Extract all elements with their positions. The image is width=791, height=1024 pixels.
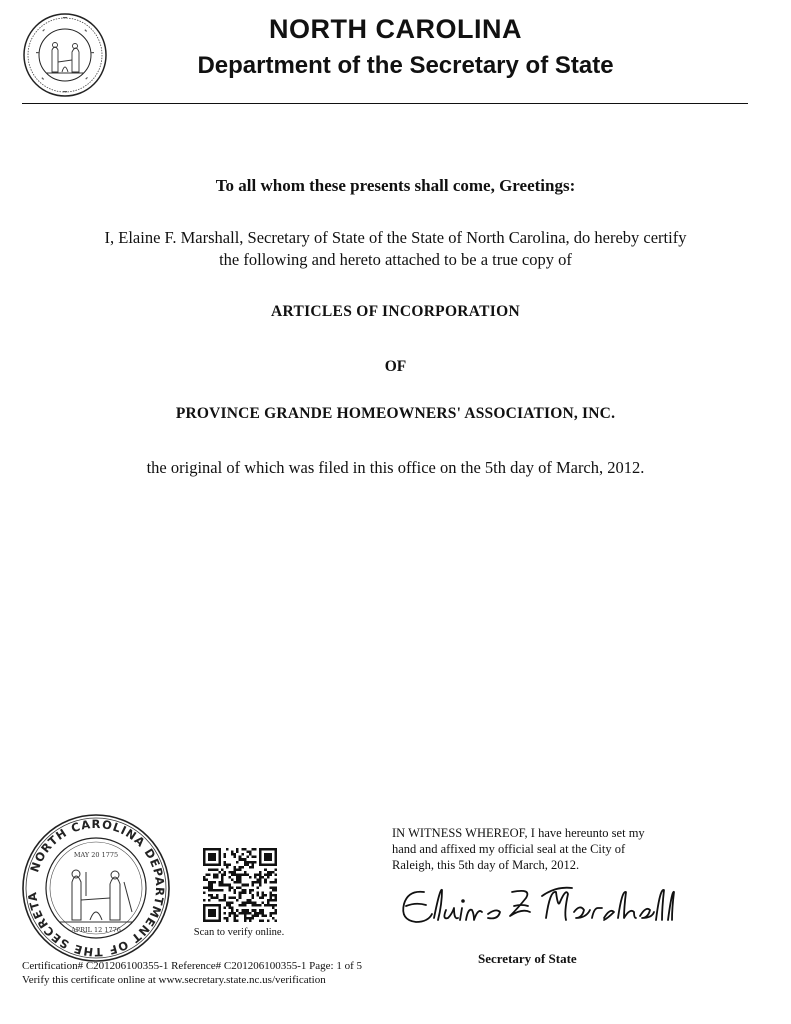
qr-code-icon bbox=[203, 848, 277, 922]
seal-ring-text: NORTH CAROLINA DEPARTMENT OF THE SECRETA bbox=[24, 816, 168, 960]
witness-line-2: hand and affixed my official seal at the City of bbox=[392, 842, 626, 856]
witness-line-1: IN WITNESS WHEREOF, I have hereunto set my bbox=[392, 826, 645, 840]
seal-date-top: MAY 20 1775 bbox=[73, 851, 119, 859]
secretary-title: Secretary of State bbox=[478, 951, 577, 966]
witness-line-3: Raleigh, this 5th day of March, 2012. bbox=[392, 858, 580, 872]
official-seal bbox=[20, 812, 172, 964]
document-of: OF bbox=[384, 358, 407, 375]
qr-code[interactable] bbox=[203, 848, 277, 922]
document-type: ARTICLES OF INCORPORATION bbox=[271, 303, 520, 320]
greeting-line: To all whom these presents shall come, Greetings: bbox=[215, 176, 576, 195]
signature bbox=[396, 878, 676, 932]
filed-statement: the original of which was filed in this office on the 5th day of March, 2012. bbox=[146, 458, 645, 477]
footer-certification: Certification# C201206100355-1 Reference# C201206100355-1 Page: 1 of 5 bbox=[22, 960, 363, 972]
footer-verify-link[interactable]: Verify this certificate online at www.secretary.state.nc.us/verification bbox=[22, 974, 326, 986]
qr-caption: Scan to verify online. bbox=[193, 927, 285, 938]
entity-name: PROVINCE GRANDE HOMEOWNERS' ASSOCIATION, INC. bbox=[175, 405, 616, 422]
witness-statement bbox=[392, 825, 692, 873]
header-title: NORTH CAROLINA bbox=[269, 14, 522, 44]
certify-line-2: the following and hereto attached to be a true copy of bbox=[219, 250, 572, 269]
header-divider bbox=[22, 103, 748, 104]
certify-line-1: I, Elaine F. Marshall, Secretary of State of the State of North Carolina, do hereby certify bbox=[104, 228, 687, 247]
official-seal-icon bbox=[20, 812, 172, 964]
signature-icon bbox=[396, 878, 676, 932]
header-subtitle: Department of the Secretary of State bbox=[197, 52, 614, 79]
seal-date-bottom: APRIL 12 1776 bbox=[71, 926, 121, 934]
